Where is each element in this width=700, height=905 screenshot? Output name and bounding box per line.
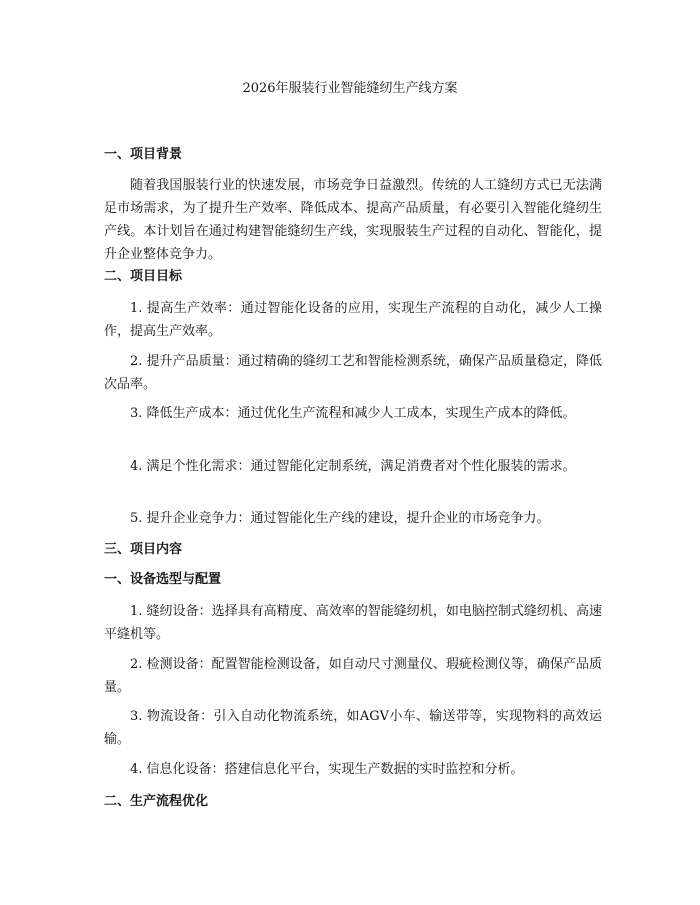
section-heading-background: 一、项目背景 bbox=[104, 147, 183, 162]
equipment-item: 2. 检测设备：配置智能检测设备，如自动尺寸测量仪、瑕疵检测仪等，确保产品质量。 bbox=[104, 657, 602, 695]
goal-item: 1. 提高生产效率：通过智能化设备的应用，实现生产流程的自动化，减少人工操作，提高生产效率。 bbox=[104, 301, 602, 339]
goal-item: 2. 提升产品质量：通过精确的缝纫工艺和智能检测系统，确保产品质量稳定，降低次品率。 bbox=[104, 354, 602, 392]
equipment-item: 4. 信息化设备：搭建信息化平台，实现生产数据的实时监控和分析。 bbox=[130, 762, 524, 777]
equipment-item: 1. 缝纫设备：选择具有高精度、高效率的智能缝纫机，如电脑控制式缝纫机、高速平缝机等。 bbox=[104, 604, 602, 642]
goal-item: 3. 降低生产成本：通过优化生产流程和减少人工成本，实现生产成本的降低。 bbox=[130, 406, 576, 421]
document-title: 2026年服装行业智能缝纫生产线方案 bbox=[242, 81, 458, 96]
background-paragraph: 随着我国服装行业的快速发展，市场竞争日益激烈。传统的人工缝纫方式已无法满足市场需求，为了提升生产效率、降低成本、提高产品质量，有必要引入智能化缝纫生产线。本计划旨在通过构建智能缝纫生产线，实现服装生产过程的自动化、智能化，提升企业整体竞争力。 bbox=[104, 178, 602, 262]
goal-item: 5. 提升企业竞争力：通过智能化生产线的建设，提升企业的市场竞争力。 bbox=[130, 511, 550, 526]
section-heading-goals: 二、项目目标 bbox=[104, 269, 183, 284]
subsection-heading-process: 二、生产流程优化 bbox=[104, 794, 209, 809]
goal-item: 4. 满足个性化需求：通过智能化定制系统，满足消费者对个性化服装的需求。 bbox=[130, 459, 576, 474]
subsection-heading-equipment: 一、设备选型与配置 bbox=[104, 572, 222, 587]
section-heading-content: 三、项目内容 bbox=[104, 542, 183, 557]
equipment-item: 3. 物流设备：引入自动化物流系统，如AGV小车、输送带等，实现物料的高效运输。 bbox=[104, 709, 602, 747]
